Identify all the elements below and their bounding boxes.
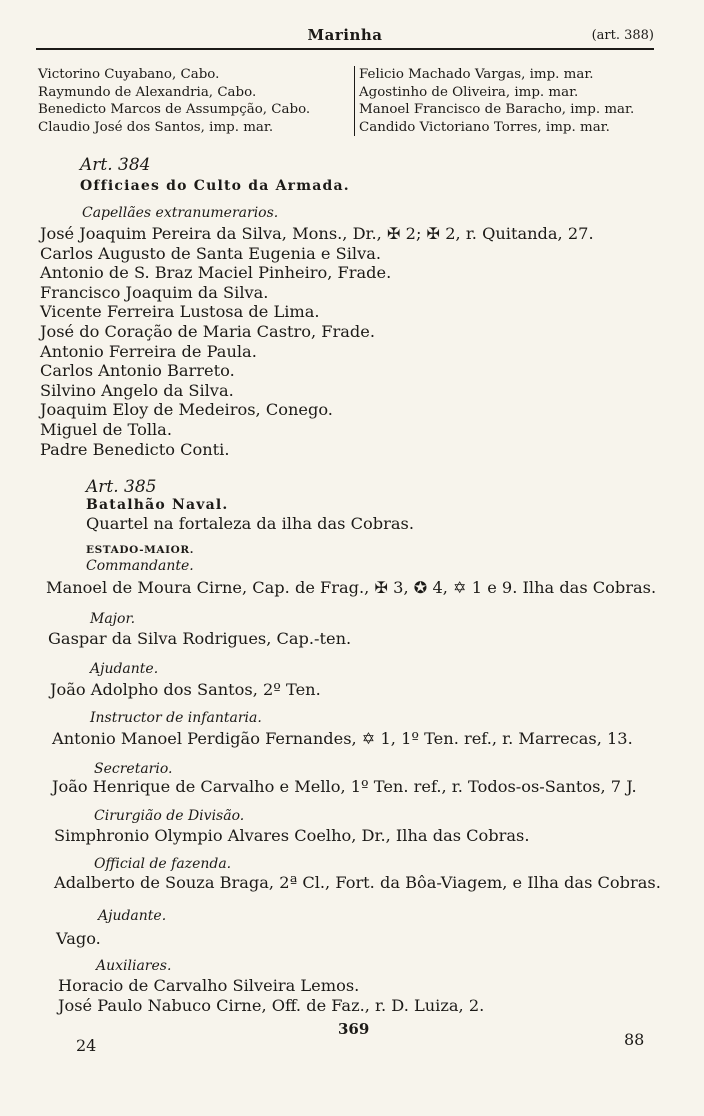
list-item: Horacio de Carvalho Silveira Lemos. bbox=[58, 976, 360, 995]
list-item: Carlos Augusto de Santa Eugenia e Silva. bbox=[40, 243, 382, 263]
list-item: Agostinho de Oliveira, imp. mar. bbox=[359, 84, 579, 100]
header-rule bbox=[36, 48, 654, 50]
entry-name: Adalberto de Souza Braga, 2ª Cl., Fort. da Bôa-Viagem, e Ilha das Cobras. bbox=[54, 873, 661, 892]
signature-mark-right: 88 bbox=[624, 1030, 645, 1049]
role-label: Auxiliares. bbox=[96, 958, 172, 974]
entry-name: Vago. bbox=[56, 929, 101, 948]
article-384-subtitle: Capellães extranumerarios. bbox=[82, 205, 279, 221]
entry-name: João Henrique de Carvalho e Mello, 1º Ten. ref., r. Todos-os-Santos, 7 J. bbox=[52, 777, 637, 796]
entry-name: Gaspar da Silva Rodrigues, Cap.-ten. bbox=[48, 629, 352, 648]
list-item: José Paulo Nabuco Cirne, Off. de Faz., r. D. Luiza, 2. bbox=[58, 995, 485, 1015]
article-384-label: Art. 384 bbox=[80, 155, 151, 175]
list-item: Candido Victoriano Torres, imp. mar. bbox=[359, 119, 610, 135]
list-item: Claudio José dos Santos, imp. mar. bbox=[38, 119, 274, 135]
article-reference: (art. 388) bbox=[591, 28, 654, 43]
left-column bbox=[38, 66, 354, 136]
entry-name: João Adolpho dos Santos, 2º Ten. bbox=[50, 680, 321, 699]
right-column bbox=[354, 66, 663, 136]
list-item: Victorino Cuyabano, Cabo. bbox=[38, 67, 220, 82]
auxiliares-list bbox=[58, 976, 484, 1015]
role-label: Major. bbox=[90, 611, 136, 627]
estado-maior-heading: ESTADO-MAIOR. bbox=[86, 544, 194, 556]
role-label: Secretario. bbox=[94, 761, 173, 777]
article-385-quartel: Quartel na fortaleza da ilha das Cobras. bbox=[86, 514, 414, 533]
list-item: Manoel Francisco de Baracho, imp. mar. bbox=[359, 102, 635, 117]
list-item: Vicente Ferreira Lustosa de Lima. bbox=[40, 302, 320, 322]
list-item: Antonio Ferreira de Paula. bbox=[40, 341, 257, 361]
list-item: José Joaquim Pereira da Silva, Mons., Dr., ✠ 2; ✠ 2, r. Quitanda, 27. bbox=[40, 224, 594, 243]
article-385-label: Art. 385 bbox=[86, 477, 157, 497]
list-item: Carlos Antonio Barreto. bbox=[40, 361, 235, 381]
list-item: Padre Benedicto Conti. bbox=[40, 439, 230, 459]
article-385-title: Batalhão Naval. bbox=[86, 497, 229, 513]
list-item: Raymundo de Alexandria, Cabo. bbox=[38, 84, 257, 100]
role-label: Official de fazenda. bbox=[94, 856, 232, 872]
list-item: José do Coração de Maria Castro, Frade. bbox=[40, 321, 376, 341]
article-384-name-list bbox=[40, 224, 594, 459]
list-item: Antonio de S. Braz Maciel Pinheiro, Frade. bbox=[40, 263, 392, 283]
list-item: Francisco Joaquim da Silva. bbox=[40, 282, 269, 302]
entry-name: Manoel de Moura Cirne, Cap. de Frag., ✠ 3, ✪ 4, ✡ 1 e 9. Ilha das Cobras. bbox=[46, 578, 657, 597]
role-label: Commandante. bbox=[86, 558, 194, 574]
list-item: Felicio Machado Vargas, imp. mar. bbox=[359, 67, 594, 82]
role-label: Ajudante. bbox=[90, 661, 159, 677]
list-item: Silvino Angelo da Silva. bbox=[40, 380, 234, 400]
page-header bbox=[36, 26, 654, 48]
role-label: Instructor de infantaria. bbox=[90, 710, 262, 726]
list-item: Miguel de Tolla. bbox=[40, 419, 172, 439]
signature-mark-left: 24 bbox=[76, 1036, 97, 1055]
entry-name: Antonio Manoel Perdigão Fernandes, ✡ 1, 1º Ten. ref., r. Marrecas, 13. bbox=[52, 729, 633, 748]
article-384-title: Officiaes do Culto da Armada. bbox=[80, 178, 350, 194]
page-number: 369 bbox=[338, 1020, 370, 1038]
running-title: Marinha bbox=[307, 26, 383, 44]
list-item: Joaquim Eloy de Medeiros, Conego. bbox=[40, 400, 333, 420]
entry-name: Simphronio Olympio Alvares Coelho, Dr., Ilha das Cobras. bbox=[54, 826, 530, 845]
role-label: Cirurgião de Divisão. bbox=[94, 808, 245, 824]
role-label: Ajudante. bbox=[98, 908, 167, 924]
list-item: Benedicto Marcos de Assumpção, Cabo. bbox=[38, 102, 311, 117]
